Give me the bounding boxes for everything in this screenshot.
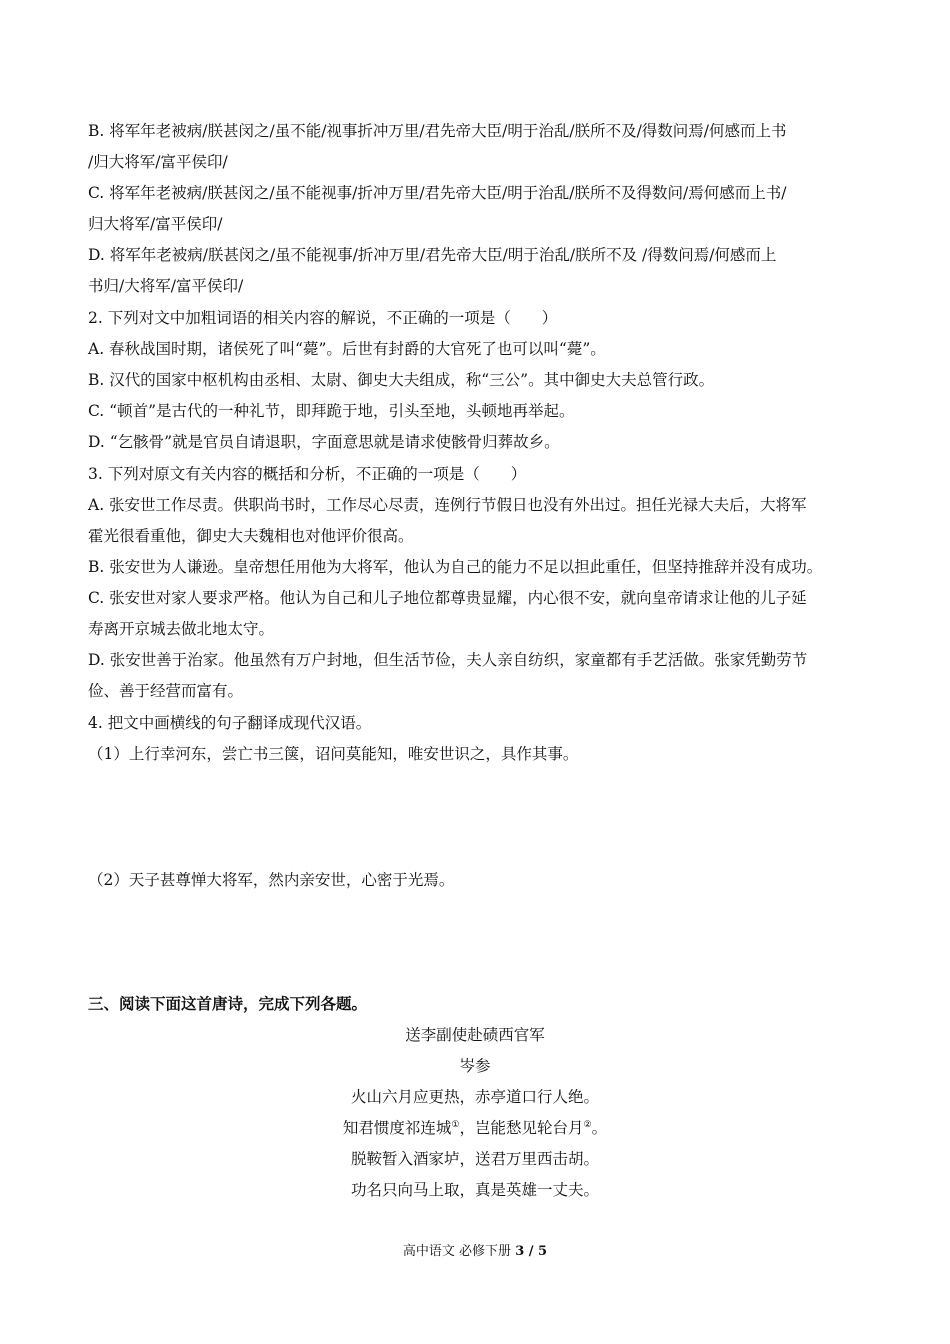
q2-stem: 2. 下列对文中加粗词语的相关内容的解说，不正确的一项是（ ）	[88, 309, 558, 327]
footer-label: 高中语文 必修下册	[402, 1244, 512, 1259]
q1-option-c-line1: C. 将军年老被病/朕甚闵之/虽不能视事/折冲万里/君先帝大臣/明于治乱/朕所不及得数问/焉何感而上书/	[88, 184, 787, 202]
page-footer	[0, 1243, 950, 1261]
poem-line-2-part-b: ，岂能愁见轮台月	[459, 1119, 584, 1137]
q3-option-c-line2: 寿离开京城去做北地太守。	[88, 620, 275, 638]
q2-option-c: C. “顿首”是古代的一种礼节，即拜跪于地，引头至地，头顿地再举起。	[88, 402, 575, 420]
q1-option-d-line2: 书归/大将军/富平侯印/	[88, 277, 244, 295]
footnote-marker-1: ①	[451, 1120, 460, 1130]
poem-line-3: 脱鞍暂入酒家垆，送君万里西击胡。	[350, 1150, 599, 1168]
q3-option-d-line2: 俭、善于经营而富有。	[88, 682, 244, 700]
q2-option-d: D. “乞骸骨”就是官员自请退职，字面意思就是请求使骸骨归葬故乡。	[88, 433, 560, 451]
q3-stem: 3. 下列对原文有关内容的概括和分析，不正确的一项是（ ）	[88, 465, 527, 483]
q3-option-a-line1: A. 张安世工作尽责。供职尚书时，工作尽心尽责，连例行节假日也没有外出过。担任光禄大夫后，大将军	[88, 496, 807, 514]
poem-line-2-part-c: 。	[591, 1119, 608, 1137]
q2-option-b: B. 汉代的国家中枢机构由丞相、太尉、御史大夫组成，称“三公”。其中御史大夫总管行政。	[88, 371, 715, 389]
poem-author: 岑参	[459, 1057, 491, 1075]
q1-option-b-line2: /归大将军/富平侯印/	[88, 153, 228, 171]
q2-option-a: A. 春秋战国时期，诸侯死了叫“薨”。后世有封爵的大官死了也可以叫“薨”。	[88, 340, 606, 358]
poem-line-4: 功名只向马上取，真是英雄一丈夫。	[350, 1181, 599, 1199]
page-number: 3 / 5	[515, 1244, 548, 1259]
q3-option-c-line1: C. 张安世对家人要求严格。他认为自己和儿子地位都尊贵显耀，内心很不安，就向皇帝请求让他的儿子延	[88, 589, 807, 607]
q4-sentence-1: （1）上行幸河东，尝亡书三箧，诏问莫能知，唯安世识之，具作其事。	[88, 745, 579, 763]
q1-option-d-line1: D. 将军年老被病/朕甚闵之/虽不能视事/折冲万里/君先帝大臣/明于治乱/朕所不及 /得数问焉/何感而上	[88, 246, 777, 264]
q4-sentence-2: （2）天子甚尊惮大将军，然内亲安世，心密于光焉。	[88, 871, 455, 889]
poem-line-2	[0, 1118, 950, 1138]
footnote-marker-2: ②	[583, 1120, 592, 1130]
q3-option-a-line2: 霍光很看重他，御史大夫魏相也对他评价很高。	[88, 527, 414, 545]
q1-option-c-line2: 归大将军/富平侯印/	[88, 215, 223, 233]
q4-stem: 4. 把文中画横线的句子翻译成现代汉语。	[88, 714, 372, 732]
poem-title: 送李副使赴碛西官军	[405, 1026, 545, 1044]
section-3-heading: 三、阅读下面这首唐诗，完成下列各题。	[88, 994, 368, 1013]
q1-option-b-line1: B. 将军年老被病/朕甚闵之/虽不能/视事折冲万里/君先帝大臣/明于治乱/朕所不及/得数问焉/何感而上书	[88, 122, 787, 140]
poem-line-1: 火山六月应更热，赤亭道口行人绝。	[350, 1088, 599, 1106]
q3-option-d-line1: D. 张安世善于治家。他虽然有万户封地，但生活节俭，夫人亲自纺织，家童都有手艺活做。张家凭勤劳节	[88, 651, 808, 669]
q3-option-b: B. 张安世为人谦逊。皇帝想任用他为大将军，他认为自己的能力不足以担此重任，但坚持推辞并没有成功。	[88, 558, 823, 576]
poem-line-2-part-a: 知君惯度祁连城	[342, 1119, 452, 1137]
